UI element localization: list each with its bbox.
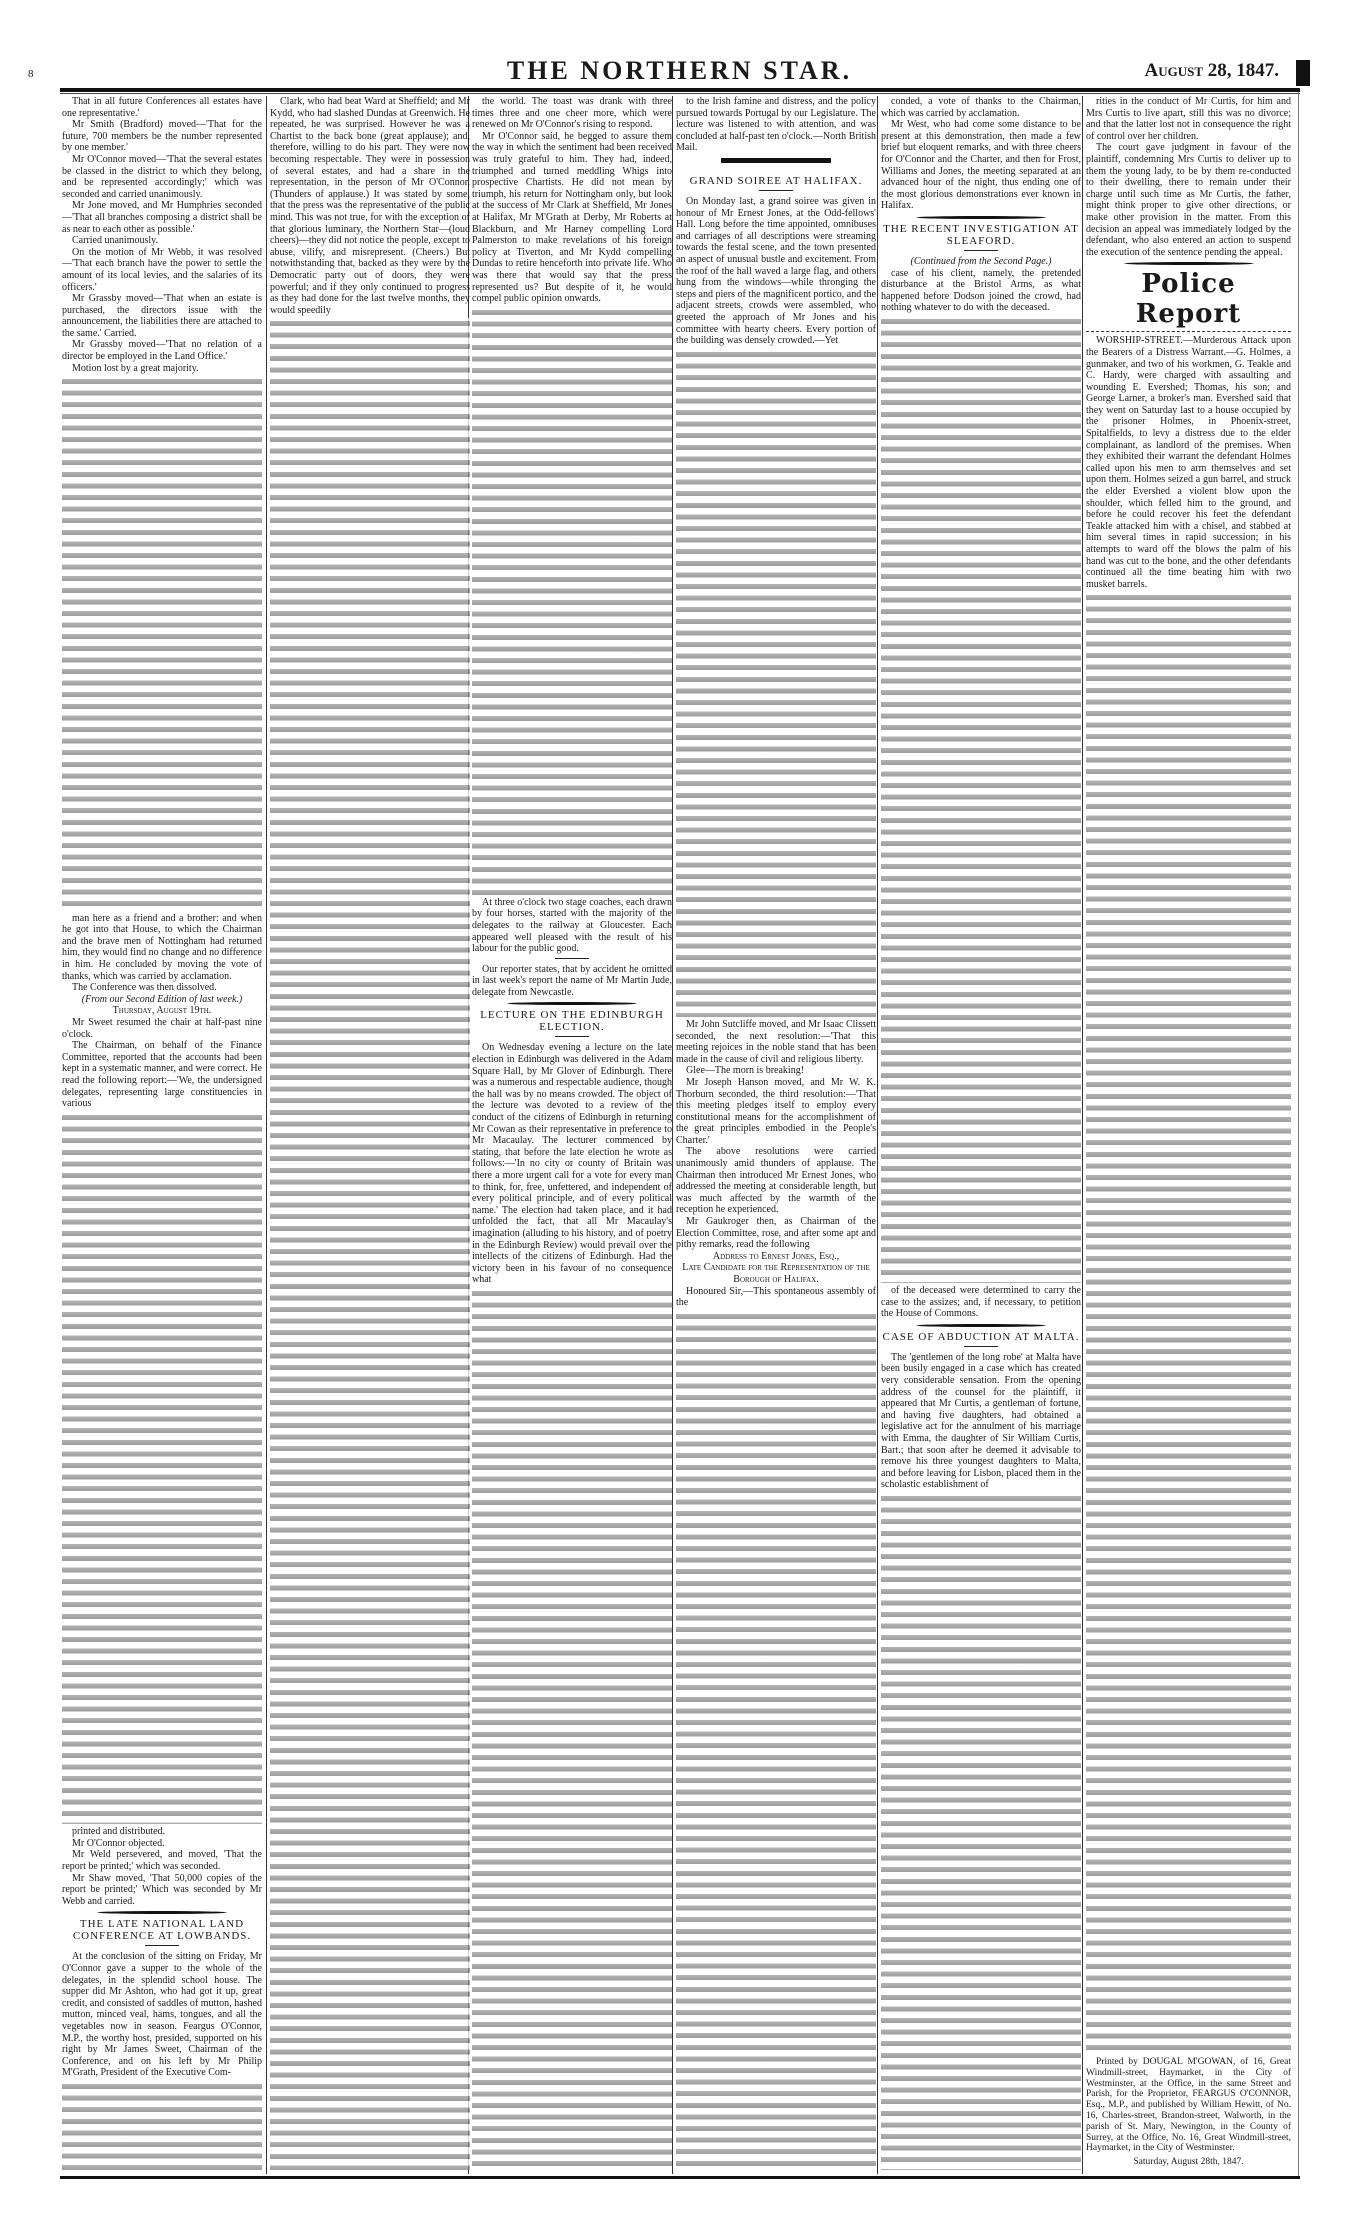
article-text [881, 96, 1081, 314]
paragraph: Mr Grassby moved—'That when an estate is purchased, the directors issue with the announcement, the liabilities there are attached to the same.' Carried. [62, 293, 262, 339]
dateline: Thursday, August 19th. [112, 1005, 212, 1017]
reporter-note: Our reporter states, that by accident he omitted in last week's report the name of Mr Martin Jude, delegate from Newcastle. [472, 963, 672, 998]
section-divider [916, 1324, 1046, 1327]
text-continuation [62, 1112, 262, 1825]
paragraph: Glee—The morn is breaking! [686, 1065, 805, 1077]
article-text [676, 1019, 876, 1309]
article-malta [881, 1285, 1081, 1491]
paragraph: Mr O'Connor objected. [72, 1837, 165, 1849]
divider [555, 958, 589, 959]
section-divider [97, 1911, 227, 1914]
column-rule [877, 96, 878, 2174]
paragraph: The Chairman, on behalf of the Finance Committee, reported that the accounts had been kept in a systematic manner, and were correct. He read the following report:—'We, the undersigned delegates, representing large constituencies in various [62, 1040, 262, 1110]
text-continuation [472, 307, 672, 895]
paragraph: Mr Gaukroger then, as Chairman of the Election Committee, rose, and after some apt and pithy remarks, read the following [676, 1216, 876, 1251]
text-continuation [676, 1311, 876, 2170]
paragraph: At three o'clock two stage coaches, each drawn by four horses, started with the majority of the delegates to the railway at Gloucester. Each appeared well pleased with the result of his labour for the public good. [472, 896, 672, 955]
address-start: Honoured Sir,—This spontaneous assembly of the [676, 1285, 876, 1309]
paragraph: Mr Joseph Hanson moved, and Mr W. K. Thorburn seconded, the third resolution:—'That this meeting pledges itself to employ every constitutional means for the accomplishment of the great principles embodied in the People's Charter.' [676, 1076, 876, 1146]
divider [964, 250, 998, 251]
text-continuation [881, 316, 1081, 1283]
paragraph: case of his client, namely, the pretended disturbance at the Bristol Arms, as what happened before Dodson joined the crowd, had nothing whatever to do with the deceased. [881, 267, 1081, 314]
paragraph: Mr Weld persevered, and moved, 'That the report be printed;' which was seconded. [62, 1849, 262, 1873]
article-text [62, 96, 262, 374]
paragraph: The above resolutions were carried unanimously amid thunders of applause. The Chairman then introduced Mr Ernest Jones, who addressed the meeting at considerable length, but was much affected by the warmth of the reception he experienced. [676, 1146, 876, 1216]
article-lowbands [62, 1826, 262, 2079]
text-continuation [270, 318, 470, 2170]
article-text [676, 96, 876, 347]
paragraph: Mr Shaw moved, 'That 50,000 copies of the report be printed;' Which was seconded by Mr Webb and carried. [62, 1872, 262, 1907]
divider [964, 1346, 998, 1347]
text-continuation [881, 1493, 1081, 2170]
text-continuation [472, 1288, 672, 2170]
paragraph: Mr O'Connor moved—'That the several estates be classed in the district to which they belong, and be represented accordingly;' which was seconded and carried unanimously. [62, 153, 262, 200]
article-text [62, 913, 262, 1110]
article-text [472, 96, 672, 305]
headline-lowbands: THE LATE NATIONAL LAND CONFERENCE AT LOWBANDS. [72, 1918, 252, 1943]
divider [759, 190, 793, 191]
headline-sleaford: THE RECENT INVESTIGATION AT SLEAFORD. [883, 222, 1079, 247]
paragraph: The Conference was then dissolved. [72, 982, 217, 994]
footer-rule [60, 2176, 1300, 2179]
paragraph: to the Irish famine and distress, and the policy pursued towards Portugal by our Legislature. The lecture was listened to with attention, and was concluded at half-past ten o'clock.—North British Mail. [676, 96, 876, 154]
column-rule [266, 96, 267, 2174]
headline-edinburgh-lecture: LECTURE ON THE EDINBURGH ELECTION. [480, 1009, 664, 1034]
text-continuation [676, 349, 876, 1017]
paragraph: WORSHIP-STREET.—Murderous Attack upon the Bearers of a Distress Warrant.—G. Holmes, a gunmaker, and two of his workmen, G. Teakle and C. Hardy, were charged with assaulting and wounding E. Evershed; Thomas, his son; and George Larner, a broker's man. Evershed said that they went on Saturday last to a house occupied by the prisoner Holmes, in Phoenix-street, Spitalfields, to levy a distress due to the elder complainant, as landlord of the premises. When they exhibited their warrant the defendant Holmes called upon his men to arm themselves and set upon them. Holmes seized a gun barrel, and struck the elder Evershed a violent blow upon the shoulder, which felled him to the ground, and before he could recover his feet the defendant Teakle attacked him with a chisel, and stabbed at him several times in rapid succession; in his attempts to ward off the blows the palm of his hand was cut to the bone, and the other defendants continued all the time beating him with two musket barrels. [1086, 335, 1291, 590]
paragraph: That in all future Conferences all estates have one representative.' [62, 96, 262, 119]
paragraph: On the motion of Mr Webb, it was resolved—'That each branch have the power to settle the amount of its local levies, and the salaries of its officers.' [62, 246, 262, 293]
column-6 [1086, 96, 1291, 2172]
page-edge [1298, 92, 1299, 2178]
column-3 [472, 96, 672, 2172]
paragraph: Carried unanimously. [72, 235, 159, 247]
address-title: Address to Ernest Jones, Esq., [712, 1250, 840, 1262]
article-text [472, 897, 672, 1286]
headline-malta-abduction: CASE OF ABDUCTION AT MALTA. [882, 1330, 1080, 1343]
issue-date: August 28, 1847. [1144, 60, 1279, 81]
paragraph: Mr Sweet resumed the chair at half-past nine o'clock. [62, 1016, 262, 1040]
paragraph: the world. The toast was drank with three times three and one cheer more, which were renewed on Mr O'Connor's rising to respond. [472, 96, 672, 131]
divider [145, 1945, 179, 1946]
headline-halifax-soiree: GRAND SOIREE AT HALIFAX. [689, 174, 863, 187]
section-divider [916, 216, 1046, 219]
paragraph: Motion lost by a great majority. [72, 362, 199, 374]
column-rule [1082, 96, 1083, 2174]
article-text [1086, 96, 1291, 590]
paragraph: The 'gentlemen of the long robe' at Malta have been busily engaged in a case which has created very considerable sensation. From the opening address of the counsel for the plaintiff, it appeared that Mr Curtis, a gentleman of fortune, and having five daughters, had obtained a legislative act for the annulment of his marriage with Emma, the daughter of Sir William Curtis, Bart.; that soon after he deemed it advisable to remove his three youngest daughters to Malta, and before leaving for Lisbon, placed them in the scholastic establishment of [881, 1351, 1081, 1491]
column-rule [672, 96, 673, 2174]
continued-note: (Continued from the Second Page.) [910, 255, 1052, 267]
text-continuation [62, 376, 262, 910]
header-rule [60, 88, 1300, 92]
paragraph: The court gave judgment in favour of the plaintiff, condemning Mrs Curtis to deliver up to them the young lady, to be by them re-conducted to their dwelling, there to remain under their charge until such time as Mr Curtis, the father, might think proper to give other directions, or make other provision in the matter. From this decision an appeal was immediately lodged by the defendant, who also entered an action to suspend the execution of the sentence pending the appeal. [1086, 142, 1291, 258]
paragraph: of the deceased were determined to carry the case to the assizes; and, if necessary, to petition the House of Commons. [881, 1285, 1081, 1320]
paragraph: On Monday last, a grand soiree was given in honour of Mr Ernest Jones, at the Odd-fellows' Hall. Long before the time appointed, omnibuses and carriages of all descriptions were streaming towards the festal scene, and the town presented an aspect of unusual bustle and excitement. From the roof of the hall waved a large flag, and others hung from the windows—while thronging the steps and piers of the magnificent portico, and the adjacent streets, crowds were assembled, who greeted the approach of Mr Jones and his committee with hearty cheers. Every portion of the building was densely crowded.—Yet [676, 195, 876, 347]
paragraph: conded, a vote of thanks to the Chairman, which was carried by acclamation. [881, 96, 1081, 119]
imprint-date: Saturday, August 28th, 1847. [1133, 2157, 1244, 2168]
section-divider [721, 158, 831, 163]
paragraph: man here as a friend and a brother: and when he got into that House, to which the Chairman and the brave men of Nottingham had returned him, they would find no change and no difference in him. He concluded by moving the vote of thanks, which was carried by acclamation. [62, 912, 262, 982]
page-edge-band [1296, 60, 1310, 86]
edition-note: (From our Second Edition of last week.) [81, 993, 243, 1005]
section-divider [1124, 262, 1254, 265]
paragraph: At the conclusion of the sitting on Friday, Mr O'Connor gave a supper to the whole of the delegates, in the splendid school house. The supper did Mr Ashton, who had got it up, great credit, and consisted of saddles of mutton, hashed mutton, minced veal, hams, tongues, and all the vegetables now in season. Feargus O'Connor, M.P., the worthy host, presided, supported on his right by Mr James Sweet, Chairman of the Conference, and on his left by Mr Philip M'Grath, President of the Executive Com- [62, 1951, 262, 2079]
paragraph: Mr John Sutcliffe moved, and Mr Isaac Clissett seconded, the next resolution:—'That this meeting rejoices in the noble stand that has been made in the cause of civil and religious liberty. [676, 1018, 876, 1065]
printer-imprint [1086, 2057, 1291, 2172]
text-continuation [62, 2081, 262, 2170]
text-continuation [1086, 592, 1291, 2055]
divider [555, 1036, 589, 1037]
paragraph: Clark, who had beat Ward at Sheffield; and Mr Kydd, who had slashed Dundas at Greenwich. He repeated, he was surprised. However he was a Chartist to the back bone (great applause); and, therefore, willing to do his part. They were now becoming respectable. They were in possession of several estates, and had a share in the representation, in the person of Mr O'Connor. (Thunders of applause.) It was stated by some, that the press was the representative of the public mind. This was not true, for with the exception of that glorious luminary, the Northern Star—(loud cheers)—they did not notice the people, except to abuse, vilify, and misrepresent. (Cheers.) But notwithstanding that, backed as they were by the Democratic party out of doors, they were powerful; and if they only continued to progress as they had done for the last twelve months, they would speedily [270, 96, 470, 316]
page-number: 8 [28, 68, 34, 80]
divider [1086, 331, 1291, 332]
paragraph: On Wednesday evening a lecture on the late election in Edinburgh was delivered in the Adam Square Hall, by Mr Glover of Edinburgh. There was a numerous and respectable audience, though the hall was by no means crowded. The object of the lecture was devoted to a review of the conduct of the citizens of Edinburgh in returning Mr Cowan as their representative in preference to Mr Macaulay. The lecturer commenced by stating, that before the late election he wrote as follows:—'In no city or county of Britain was there a more urgent call for a vote for every man to think, for, free, unfettered, and independent of every political principle, and of every political name.' The election had taken place, and it had unfolded the fact, that all Mr Macaulay's imagination (alluding to his history, and of poetry in the Edinburgh Review) would prevail over the intellects of the citizens of Edinburgh. Had the victory been in his favour of no consequence what [472, 1042, 672, 1286]
paragraph: Mr Grassby moved—'That no relation of a director be employed in the Land Office.' [62, 339, 262, 363]
headline-police-report: Police Report [1135, 269, 1242, 330]
paragraph: Mr O'Connor said, he begged to assure them the way in which the sentiment had been received was truly grateful to him. They had, indeed, triumphed and turned meddling Whigs into prospective Chartists. He did not mean by triumph, his return for Nottingham only, but look at the success of Mr Clark at Sheffield, Mr Jones at Halifax, Mr M'Grath at Derby, Mr Roberts at Blackburn, and Mr Harney compelling Lord Palmerston to make revelations of his foreign policy at Tiverton, and Mr Kydd compelling Dundas to retire henceforth into private life. Who was there that would say that the press represented us? But despite of it, he would compel public opinion onwards. [472, 130, 672, 305]
paragraph: Mr Smith (Bradford) moved—'That for the future, 700 members be the number represented by one member.' [62, 119, 262, 154]
imprint-text: Printed by DOUGAL M'GOWAN, of 16, Great Windmill-street, Haymarket, in the City of Westminster, at the Office, in the same Street and Parish, for the Proprietor, FEARGUS O'CONNOR, Esq., M.P., and published by William Hewitt, of No. 16, Charles-street, Brandon-street, Walworth, in the parish of St. Mary, Newington, in the County of Surrey, at the Office, No. 16, Great Windmill-street, Haymarket, in the City of Westminster. [1086, 2057, 1291, 2154]
address-subtitle: Late Candidate for the Representation of the Borough of Halifax. [682, 1262, 870, 1286]
paragraph: Mr West, who had come some distance to be present at this demonstration, then made a few brief but eloquent remarks, and with three cheers for O'Connor and the Charter, and then for Frost, Williams and Jones, the meeting separated at an advanced hour of the night, thus ending one of the most glorious demonstrations ever known in Halifax. [881, 119, 1081, 212]
column-1 [62, 96, 262, 2172]
section-divider [507, 1002, 637, 1005]
paragraph: printed and distributed. [72, 1826, 166, 1838]
paragraph: rities in the conduct of Mr Curtis, for him and Mrs Curtis to live apart, still this was no divorce; and that the latter lost not in consequence the right of control over her children. [1086, 96, 1291, 142]
newspaper-title: THE NORTHERN STAR. [506, 56, 853, 85]
paragraph: Mr Jone moved, and Mr Humphries seconded—'That all branches composing a district shall be as near to each other as possible.' [62, 200, 262, 235]
article-text [270, 96, 470, 316]
column-5 [881, 96, 1081, 2172]
column-2 [270, 96, 470, 2172]
column-4 [676, 96, 876, 2172]
